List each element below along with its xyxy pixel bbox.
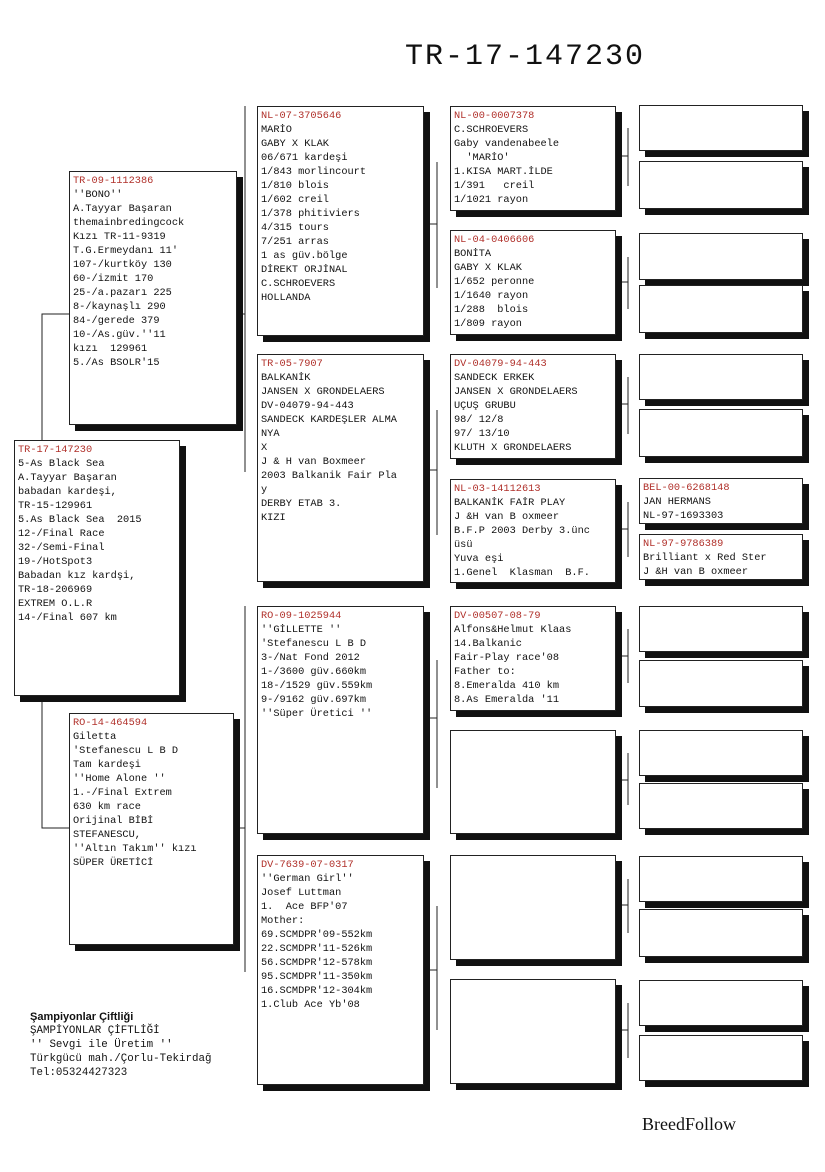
farm-name: ŞAMPİYONLAR ÇİFTLİĞİ — [30, 1025, 160, 1037]
farm-phone: Tel:05324427323 — [30, 1067, 128, 1079]
pedigree-line: J &H van B oxmeer — [454, 511, 560, 523]
ring-number: BEL-00-6268148 — [643, 482, 730, 494]
pedigree-line: y — [261, 484, 268, 496]
pedigree-line: 107-/kurtköy 130 — [73, 259, 172, 271]
pedigree-line: 19-/HotSpot3 — [18, 556, 93, 568]
pedigree-line: 4/315 tours — [261, 222, 329, 234]
pedigree-box-gen4-7[interactable] — [450, 855, 616, 960]
pedigree-line: A.Tayyar Başaran — [18, 472, 117, 484]
pedigree-line: 56.SCMDPR'12-578km — [261, 957, 373, 969]
pedigree-line: 06/671 kardeşi — [261, 152, 348, 164]
pedigree-line: 60-/izmit 170 — [73, 273, 154, 285]
pedigree-line: 22.SCMDPR'11-526km — [261, 943, 373, 955]
pedigree-line: 1/1640 rayon — [454, 290, 529, 302]
ring-number: RO-09-1025944 — [261, 610, 342, 622]
pedigree-line: 14.Balkanic — [454, 638, 522, 650]
pedigree-line: DERBY ETAB 3. — [261, 498, 342, 510]
pedigree-line: DİREKT ORJİNAL — [261, 264, 348, 276]
pedigree-line: Orijinal BİBİ — [73, 815, 154, 827]
pedigree-line: BONİTA — [454, 248, 492, 260]
pedigree-line: Mother: — [261, 915, 305, 927]
pedigree-line: 98/ 12/8 — [454, 414, 504, 426]
pedigree-line: HOLLANDA — [261, 292, 311, 304]
pedigree-line: KLUTH X GRONDELAERS — [454, 442, 572, 454]
pedigree-line: Alfons&Helmut Klaas — [454, 624, 572, 636]
ring-number: RO-14-464594 — [73, 717, 148, 729]
pedigree-line: ''BONO'' — [73, 189, 123, 201]
pedigree-line: babadan kardeşi, — [18, 486, 117, 498]
pedigree-box-gen4-1[interactable] — [450, 106, 616, 211]
pedigree-line: themainbredingcock — [73, 217, 185, 229]
pedigree-box-sire-sire[interactable] — [257, 106, 424, 336]
pedigree-line: JANSEN X GRONDELAERS — [261, 386, 385, 398]
pedigree-line: Josef Luttman — [261, 887, 342, 899]
ring-number: TR-17-147230 — [18, 444, 93, 456]
pedigree-box-gen5-9[interactable] — [639, 606, 803, 652]
pedigree-line: 8-/kaynaşlı 290 — [73, 301, 166, 313]
pedigree-line: 1/288 blois — [454, 304, 529, 316]
pedigree-line: 95.SCMDPR'11-350km — [261, 971, 373, 983]
pedigree-line: 1/378 phitiviers — [261, 208, 360, 220]
pedigree-line: 3-/Nat Fond 2012 — [261, 652, 360, 664]
pedigree-line: ''Home Alone '' — [73, 773, 166, 785]
pedigree-line: 5-As Black Sea — [18, 458, 105, 470]
pedigree-box-subject[interactable] — [14, 440, 180, 696]
pedigree-line: C.SCHROEVERS — [261, 278, 336, 290]
pedigree-box-gen5-14[interactable] — [639, 909, 803, 957]
pedigree-box-sire-dam[interactable] — [257, 354, 424, 582]
pedigree-box-gen5-7[interactable] — [639, 478, 803, 524]
pedigree-line: Brilliant x Red Ster — [643, 552, 767, 564]
pedigree-line: 1.Club Ace Yb'08 — [261, 999, 360, 1011]
pedigree-line: GABY X KLAK — [454, 262, 522, 274]
pedigree-line: 'MARİO' — [454, 152, 510, 164]
pedigree-line: Giletta — [73, 731, 117, 743]
pedigree-box-gen5-5[interactable] — [639, 354, 803, 400]
pedigree-line: TR-18-206969 — [18, 584, 93, 596]
pedigree-line: ''German Girl'' — [261, 873, 354, 885]
pedigree-title: TR-17-147230 — [405, 40, 646, 74]
ring-number: TR-09-1112386 — [73, 175, 154, 187]
pedigree-line: GABY X KLAK — [261, 138, 329, 150]
pedigree-box-gen5-2[interactable] — [639, 161, 803, 209]
pedigree-box-gen5-15[interactable] — [639, 980, 803, 1026]
pedigree-line: Gaby vandenabeele — [454, 138, 560, 150]
ring-number: DV-04079-94-443 — [454, 358, 547, 370]
pedigree-line: SANDECK KARDEŞLER ALMA — [261, 414, 397, 426]
pedigree-line: 8.As Emeralda '11 — [454, 694, 560, 706]
ring-number: NL-97-9786389 — [643, 538, 724, 550]
pedigree-box-gen4-8[interactable] — [450, 979, 616, 1084]
farm-info — [30, 1010, 211, 1080]
pedigree-line: 1/810 blois — [261, 180, 329, 192]
farm-slogan: '' Sevgi ile Üretim '' — [30, 1039, 173, 1051]
ring-number: NL-03-14112613 — [454, 483, 541, 495]
pedigree-box-gen5-11[interactable] — [639, 730, 803, 776]
pedigree-box-gen4-5[interactable] — [450, 606, 616, 711]
pedigree-line: UÇUŞ GRUBU — [454, 400, 516, 412]
pedigree-line: KIZI — [261, 512, 286, 524]
pedigree-box-gen5-3[interactable] — [639, 233, 803, 280]
pedigree-box-sire[interactable] — [69, 171, 237, 425]
pedigree-line: 16.SCMDPR'12-304km — [261, 985, 373, 997]
pedigree-line: Yuva eşi — [454, 553, 504, 565]
pedigree-box-gen5-8[interactable] — [639, 534, 803, 580]
pedigree-line: ''Altın Takım'' kızı — [73, 843, 197, 855]
pedigree-box-gen5-13[interactable] — [639, 856, 803, 902]
pedigree-line: 1-/3600 güv.660km — [261, 666, 367, 678]
pedigree-line: 1.-/Final Extrem — [73, 787, 172, 799]
pedigree-line: 1. Ace BFP'07 — [261, 901, 348, 913]
pedigree-line: ''Süper Üretici '' — [261, 708, 373, 720]
pedigree-line: NL-97-1693303 — [643, 510, 724, 522]
pedigree-line: EXTREM O.L.R — [18, 598, 93, 610]
pedigree-line: Tam kardeşi — [73, 759, 141, 771]
pedigree-box-gen5-6[interactable] — [639, 409, 803, 457]
pedigree-line: BALKANİK FAİR PLAY — [454, 497, 566, 509]
pedigree-line: 1 as güv.bölge — [261, 250, 348, 262]
pedigree-box-gen5-1[interactable] — [639, 105, 803, 151]
pedigree-line: 5.As Black Sea 2015 — [18, 514, 142, 526]
pedigree-line: JAN HERMANS — [643, 496, 711, 508]
farm-name-heading: Şampiyonlar Çiftliği — [30, 1011, 134, 1023]
pedigree-line: A.Tayyar Başaran — [73, 203, 172, 215]
pedigree-line: Babadan kız kardşi, — [18, 570, 136, 582]
pedigree-line: 1/1021 rayon — [454, 194, 529, 206]
pedigree-line: NYA — [261, 428, 280, 440]
pedigree-line: MARİO — [261, 124, 292, 136]
pedigree-line: SANDECK ERKEK — [454, 372, 535, 384]
pedigree-line: STEFANESCU, — [73, 829, 141, 841]
pedigree-line: 25-/a.pazarı 225 — [73, 287, 172, 299]
pedigree-line: 18-/1529 güv.559km — [261, 680, 373, 692]
pedigree-box-gen5-10[interactable] — [639, 660, 803, 707]
pedigree-line: 1/809 rayon — [454, 318, 522, 330]
pedigree-line: 7/251 arras — [261, 236, 329, 248]
pedigree-box-dam-dam[interactable] — [257, 855, 424, 1085]
pedigree-box-gen4-4[interactable] — [450, 479, 616, 583]
pedigree-line: TR-15-129961 — [18, 500, 93, 512]
pedigree-line: 1.Genel Klasman B.F. — [454, 567, 590, 579]
pedigree-line: 630 km race — [73, 801, 141, 813]
pedigree-line: T.G.Ermeydanı 11' — [73, 245, 179, 257]
pedigree-line: 14-/Final 607 km — [18, 612, 117, 624]
pedigree-line: 'Stefanescu L B D — [261, 638, 367, 650]
ring-number: DV-7639-07-0317 — [261, 859, 354, 871]
pedigree-line: Fair-Play race'08 — [454, 652, 560, 664]
pedigree-box-gen5-12[interactable] — [639, 783, 803, 829]
pedigree-box-gen4-3[interactable] — [450, 354, 616, 459]
pedigree-line: 8.Emeralda 410 km — [454, 680, 560, 692]
pedigree-box-gen5-4[interactable] — [639, 285, 803, 333]
pedigree-line: üsü — [454, 539, 473, 551]
pedigree-line: BALKANİK — [261, 372, 311, 384]
ring-number: NL-07-3705646 — [261, 110, 342, 122]
pedigree-line: 32-/Semi-Final — [18, 542, 105, 554]
ring-number: NL-00-0007378 — [454, 110, 535, 122]
pedigree-line: 'Stefanescu L B D — [73, 745, 179, 757]
ring-number: TR-05-7907 — [261, 358, 323, 370]
pedigree-line: 2003 Balkanik Fair Pla — [261, 470, 397, 482]
pedigree-line: J &H van B oxmeer — [643, 566, 749, 578]
pedigree-box-gen4-2[interactable] — [450, 230, 616, 335]
pedigree-box-dam-sire[interactable] — [257, 606, 424, 834]
pedigree-line: 12-/Final Race — [18, 528, 105, 540]
pedigree-line: 5./As BSOLR'15 — [73, 357, 160, 369]
pedigree-line: 84-/gerede 379 — [73, 315, 160, 327]
ring-number: NL-04-0406606 — [454, 234, 535, 246]
pedigree-box-dam[interactable] — [69, 713, 234, 945]
ring-number: DV-00507-08-79 — [454, 610, 541, 622]
pedigree-line: 1.KISA MART.İLDE — [454, 166, 553, 178]
farm-address: Türkgücü mah./Çorlu-Tekirdağ — [30, 1053, 212, 1065]
pedigree-line: J & H van Boxmeer — [261, 456, 367, 468]
pedigree-line: 1/602 creil — [261, 194, 329, 206]
pedigree-box-gen4-6[interactable] — [450, 730, 616, 834]
pedigree-line: 10-/As.güv.''11 — [73, 329, 166, 341]
pedigree-line: 1/652 peronne — [454, 276, 535, 288]
pedigree-line: B.F.P 2003 Derby 3.ünc — [454, 525, 590, 537]
pedigree-line: SÜPER ÜRETİCİ — [73, 857, 154, 869]
pedigree-box-gen5-16[interactable] — [639, 1035, 803, 1081]
pedigree-line: Father to: — [454, 666, 516, 678]
pedigree-line: 1/391 creil — [454, 180, 535, 192]
breedfollow-logo-text: BreedFollow — [642, 1114, 736, 1134]
pedigree-line: kızı 129961 — [73, 343, 148, 355]
pedigree-line: 97/ 13/10 — [454, 428, 510, 440]
pedigree-line: 69.SCMDPR'09-552km — [261, 929, 373, 941]
pedigree-line: Kızı TR-11-9319 — [73, 231, 166, 243]
pedigree-line: DV-04079-94-443 — [261, 400, 354, 412]
pedigree-line: ''GİLLETTE '' — [261, 624, 342, 636]
pedigree-line: C.SCHROEVERS — [454, 124, 529, 136]
pedigree-line: X — [261, 442, 268, 454]
pedigree-line: 9-/9162 güv.697km — [261, 694, 367, 706]
pedigree-line: 1/843 morlincourt — [261, 166, 367, 178]
pedigree-line: JANSEN X GRONDELAERS — [454, 386, 578, 398]
